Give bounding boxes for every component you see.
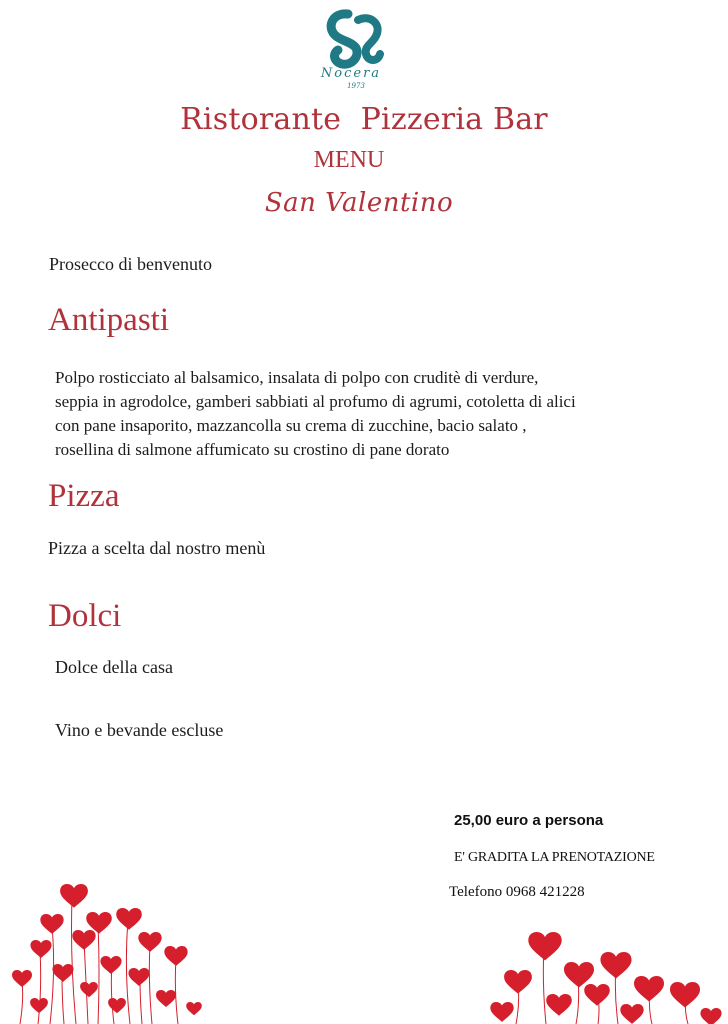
antipasti-line: Polpo rosticciato al balsamico, insalata di polpo con cruditè di verdure,: [55, 368, 539, 387]
hearts-decoration-right-icon: [480, 924, 728, 1024]
logo-name: Nocera: [320, 66, 382, 81]
antipasti-line: con pane insaporito, mazzancolla su crema di zucchine, bacio salato ,: [55, 416, 527, 435]
menu-subtitle: San Valentino: [264, 188, 454, 218]
section-heading-antipasti: Antipasti: [48, 302, 169, 338]
logo-year: 1973: [347, 82, 365, 90]
antipasti-description: [55, 366, 695, 462]
antipasti-line: seppia in agrodolce, gamberi sabbiati al profumo di agrumi, cotoletta di alici: [55, 392, 576, 411]
hearts-decoration-left-icon: [0, 870, 230, 1024]
section-heading-dolci: Dolci: [48, 598, 122, 634]
booking-note: E' GRADITA LA PRENOTAZIONE: [454, 850, 655, 865]
antipasti-line: rosellina di salmone affumicato su crostino di pane dorato: [55, 440, 450, 459]
price-per-person: 25,00 euro a persona: [454, 812, 604, 829]
pizza-description: Pizza a scelta dal nostro menù: [48, 538, 266, 558]
phone-number: Telefono 0968 421228: [449, 884, 585, 900]
welcome-drink: Prosecco di benvenuto: [49, 254, 212, 274]
restaurant-title: Ristorante Pizzeria Bar: [180, 102, 548, 137]
exclusions-note: Vino e bevande escluse: [55, 720, 224, 740]
section-heading-pizza: Pizza: [48, 478, 120, 514]
dolci-description: Dolce della casa: [55, 657, 173, 677]
menu-label: MENU: [313, 147, 385, 173]
